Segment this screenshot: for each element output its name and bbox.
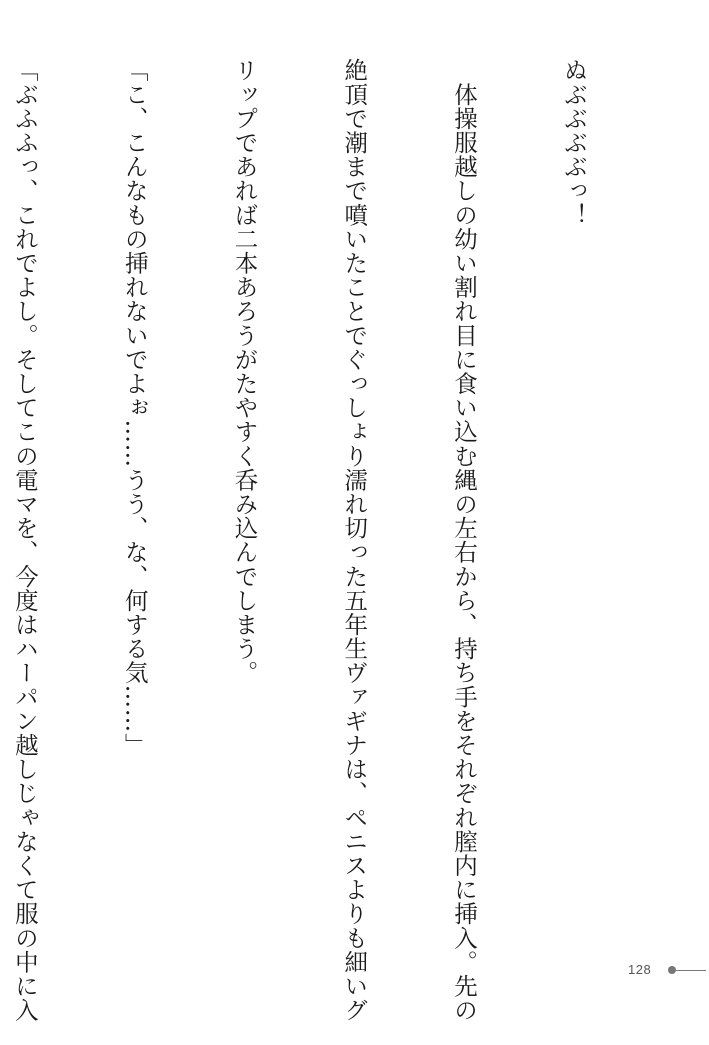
text-line-3: 絶頂で潮まで噴いたことでぐっしょり濡れ切った五年生ヴァギナは、ペニスよりも細いグ	[340, 58, 369, 1022]
text-line-4: リップであれば二本あろうがたやすく呑み込んでしまう。	[230, 58, 259, 685]
page-marker-dot	[668, 966, 676, 974]
text-line-2: 体操服越しの幼い割れ目に食い込む縄の左右から、持ち手をそれぞれ膣内に挿入。先の	[450, 58, 479, 1022]
text-line-5: 「こ、こんなもの挿れないでよぉ……うう、な、何する気……」	[120, 58, 149, 757]
text-line-6: 「ぶふふっ、これでよし。そしてこの電マを、今度はハーパン越しじゃなくて服の中に入	[10, 58, 39, 1022]
page-marker-rule	[676, 970, 706, 971]
text-line-1: ぬぶぶぶぶっ！	[559, 58, 588, 227]
page-number: 128	[628, 962, 652, 977]
page-footer	[628, 960, 706, 982]
